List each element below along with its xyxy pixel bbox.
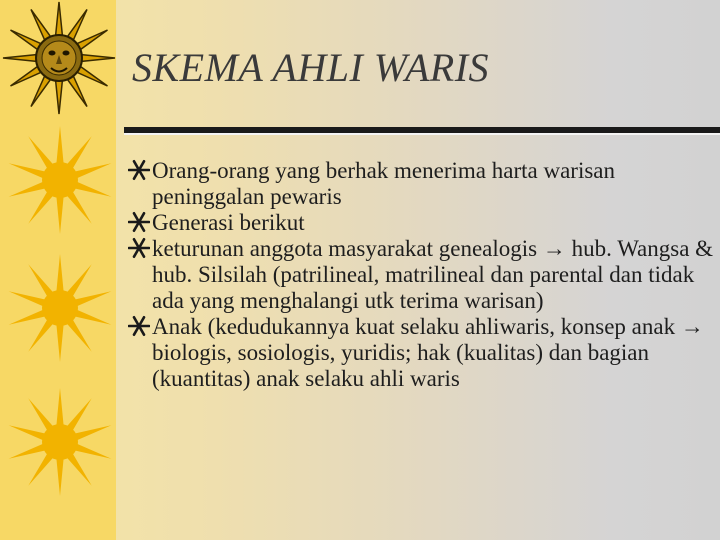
bullet-item <box>128 158 718 210</box>
title-divider <box>124 127 720 135</box>
asterisk-star-icon <box>128 315 150 337</box>
bullet-text: Orang-orang yang berhak menerima harta warisan peninggalan pewaris <box>152 158 615 209</box>
sun-icon <box>4 386 116 498</box>
bullet-text: Generasi berikut <box>152 210 305 235</box>
sun-icon <box>4 252 116 364</box>
sun-face-icon <box>0 0 118 118</box>
asterisk-star-icon <box>128 159 150 181</box>
asterisk-star-icon <box>128 237 150 259</box>
sun-icon <box>4 124 116 236</box>
asterisk-star-icon <box>128 211 150 233</box>
bullet-list <box>128 158 718 392</box>
bullet-item <box>128 314 718 392</box>
bullet-item <box>128 210 718 236</box>
slide-title: SKEMA AHLI WARIS <box>132 45 490 90</box>
bullet-item <box>128 236 718 314</box>
bullet-text: keturunan anggota masyarakat genealogis → hub. Wangsa & hub. Silsilah (patrilineal, matrilineal dan parental dan tidak ada yang menghalangi utk terima warisan) <box>152 236 714 313</box>
bullet-text: Anak (kedudukannya kuat selaku ahliwaris, konsep anak → biologis, sosiologis, yuridis; hak (kualitas) dan bagian (kuantitas) anak selaku ahli waris <box>152 314 704 391</box>
